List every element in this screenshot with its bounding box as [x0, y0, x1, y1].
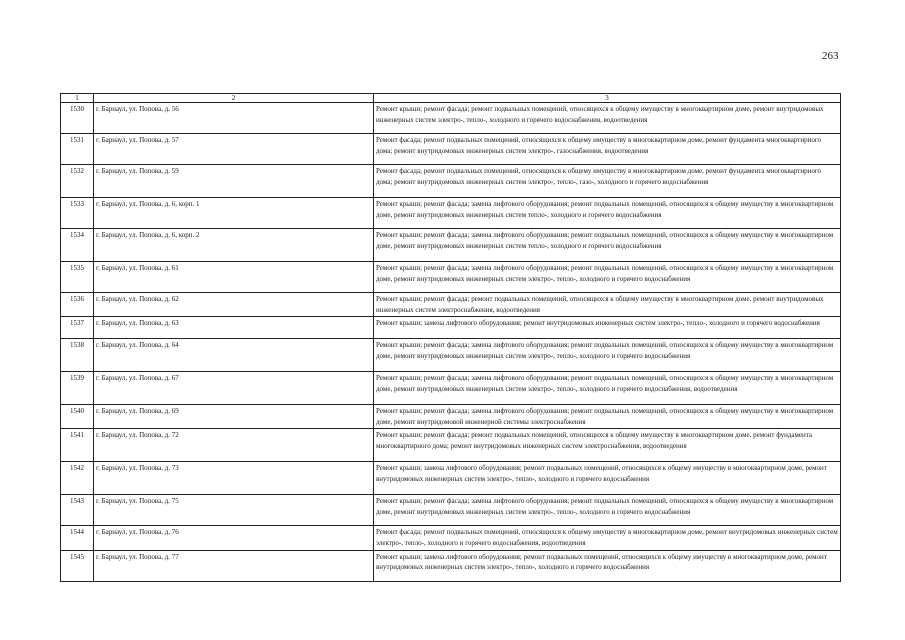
row-address: г. Барнаул, ул. Попова, д. 56	[94, 103, 374, 134]
row-works: Ремонт крыши; замена лифтового оборудования; ремонт подвальных помещений, относящихся к общему имуществу в многоквартирном доме, ремонт внутридомовых инженерных систем электро-, тепло-, холодного и горячего водоснабжения	[374, 462, 841, 495]
column-header-address: 2	[94, 94, 374, 103]
table-row	[61, 103, 841, 134]
row-address: г. Барнаул, ул. Попова, д. 73	[94, 462, 374, 495]
row-address: г. Барнаул, ул. Попова, д. 72	[94, 429, 374, 462]
row-number: 1537	[61, 317, 94, 339]
table-row	[61, 229, 841, 262]
row-number: 1536	[61, 293, 94, 317]
header-row	[61, 94, 841, 103]
row-works: Ремонт крыши; замена лифтового оборудования; ремонт подвальных помещений, относящихся к общему имуществу в многоквартирном доме, ремонт внутридомовых инженерных систем электро-, тепло-, холодного и горячего водоснабжения	[374, 550, 841, 581]
row-number: 1535	[61, 262, 94, 293]
row-works: Ремонт фасада; ремонт подвальных помещений, относящихся к общему имуществу в многоквартирном доме, ремонт фундамента многоквартирного дома; ремонт внутридомовых инженерных систем электро-, тепло-, газо-, холодного и горячего водоснабжения	[374, 165, 841, 198]
row-number: 1533	[61, 198, 94, 229]
row-works: Ремонт крыши; ремонт фасада; замена лифтового оборудования; ремонт подвальных помещений, относящихся к общему имуществу в многоквартирном доме, ремонт внутридомовой инженерной системы электроснабжения	[374, 405, 841, 429]
row-number: 1542	[61, 462, 94, 495]
table-row	[61, 262, 841, 293]
row-works: Ремонт крыши; ремонт фасада; замена лифтового оборудования; ремонт подвальных помещений, относящихся к общему имуществу в многоквартирном доме, ремонт внутридомовых инженерных систем электро-, тепло-, холодного и горячего водоснабжения	[374, 339, 841, 372]
row-works: Ремонт крыши; ремонт фасада; ремонт подвальных помещений, относящихся к общему имуществу в многоквартирном доме, ремонт внутридомовых инженерных систем электроснабжения, водоотведения	[374, 293, 841, 317]
table-row	[61, 550, 841, 581]
row-number: 1531	[61, 134, 94, 165]
row-address: г. Барнаул, ул. Попова, д. 67	[94, 372, 374, 405]
table-row	[61, 462, 841, 495]
row-number: 1544	[61, 526, 94, 550]
row-address: г. Барнаул, ул. Попова, д. 6, корп. 1	[94, 198, 374, 229]
column-header-number: 1	[61, 94, 94, 103]
row-address: г. Барнаул, ул. Попова, д. 77	[94, 550, 374, 581]
row-works: Ремонт крыши; ремонт фасада; замена лифтового оборудования; ремонт подвальных помещений, относящихся к общему имуществу в многоквартирном доме, ремонт внутридомовых инженерных систем тепло-, холодного и горячего водоснабжения	[374, 229, 841, 262]
table-row	[61, 317, 841, 339]
table-row	[61, 339, 841, 372]
row-works: Ремонт крыши; ремонт фасада; замена лифтового оборудования; ремонт подвальных помещений, относящихся к общему имуществу в многоквартирном доме, ремонт внутридомовых инженерных систем электро-, тепло-, холодного и горячего водоснабжения	[374, 262, 841, 293]
row-number: 1539	[61, 372, 94, 405]
table-row	[61, 165, 841, 198]
row-works: Ремонт крыши; ремонт фасада; замена лифтового оборудования; ремонт подвальных помещений, относящихся к общему имуществу в многоквартирном доме, ремонт внутридомовых инженерных систем электро-, тепло-, холодного и горячего водоснабжения	[374, 495, 841, 526]
row-number: 1545	[61, 550, 94, 581]
table-row	[61, 526, 841, 550]
row-address: г. Барнаул, ул. Попова, д. 57	[94, 134, 374, 165]
row-works: Ремонт крыши; замена лифтового оборудования; ремонт внутридомовых инженерных систем электро-, тепло-, холодного и горячего водоснабжения	[374, 317, 841, 339]
row-address: г. Барнаул, ул. Попова, д. 62	[94, 293, 374, 317]
row-works: Ремонт крыши; ремонт фасада; замена лифтового оборудования; ремонт подвальных помещений, относящихся к общему имуществу в многоквартирном доме, ремонт внутридомовых инженерных систем электро-, тепло-, холодного и горячего водоснабжения, водоотведения	[374, 372, 841, 405]
register-table	[60, 93, 841, 582]
table-row	[61, 134, 841, 165]
row-number: 1541	[61, 429, 94, 462]
row-number: 1530	[61, 103, 94, 134]
row-number: 1540	[61, 405, 94, 429]
row-number: 1538	[61, 339, 94, 372]
table-row	[61, 405, 841, 429]
table-row	[61, 293, 841, 317]
row-number: 1532	[61, 165, 94, 198]
row-works: Ремонт крыши; ремонт фасада; замена лифтового оборудования; ремонт подвальных помещений, относящихся к общему имуществу в многоквартирном доме, ремонт внутридомовых инженерных систем тепло-, холодного и горячего водоснабжения	[374, 198, 841, 229]
column-header-works: 3	[374, 94, 841, 103]
page-number: 263	[822, 50, 839, 62]
row-works: Ремонт фасада; ремонт подвальных помещений, относящихся к общему имуществу в многоквартирном доме, ремонт внутридомовых инженерных систем электро-, тепло-, холодного и горячего водоснабжения, водоотведения	[374, 526, 841, 550]
row-works: Ремонт крыши; ремонт фасада; ремонт подвальных помещений, относящихся к общему имуществу в многоквартирном доме, ремонт внутридомовых инженерных систем электро-, тепло-, холодного и горячего водоснабжения, водоотведения	[374, 103, 841, 134]
table-row	[61, 429, 841, 462]
row-number: 1534	[61, 229, 94, 262]
row-address: г. Барнаул, ул. Попова, д. 64	[94, 339, 374, 372]
row-address: г. Барнаул, ул. Попова, д. 69	[94, 405, 374, 429]
table-row	[61, 372, 841, 405]
row-address: г. Барнаул, ул. Попова, д. 59	[94, 165, 374, 198]
row-works: Ремонт крыши; ремонт фасада; ремонт подвальных помещений, относящихся к общему имуществу в многоквартирном доме, ремонт фундамента многоквартирного дома; ремонт внутридомовых инженерных систем электроснабжения, водоотведения	[374, 429, 841, 462]
table-row	[61, 198, 841, 229]
row-address: г. Барнаул, ул. Попова, д. 6, корп. 2	[94, 229, 374, 262]
row-address: г. Барнаул, ул. Попова, д. 76	[94, 526, 374, 550]
row-address: г. Барнаул, ул. Попова, д. 63	[94, 317, 374, 339]
row-address: г. Барнаул, ул. Попова, д. 61	[94, 262, 374, 293]
row-number: 1543	[61, 495, 94, 526]
row-address: г. Барнаул, ул. Попова, д. 75	[94, 495, 374, 526]
row-works: Ремонт фасада; ремонт подвальных помещений, относящихся к общему имуществу в многоквартирном доме, ремонт фундамента многоквартирного дома; ремонт внутридомовых инженерных систем электро-, газоснабжения, водоотведения	[374, 134, 841, 165]
table-row	[61, 495, 841, 526]
